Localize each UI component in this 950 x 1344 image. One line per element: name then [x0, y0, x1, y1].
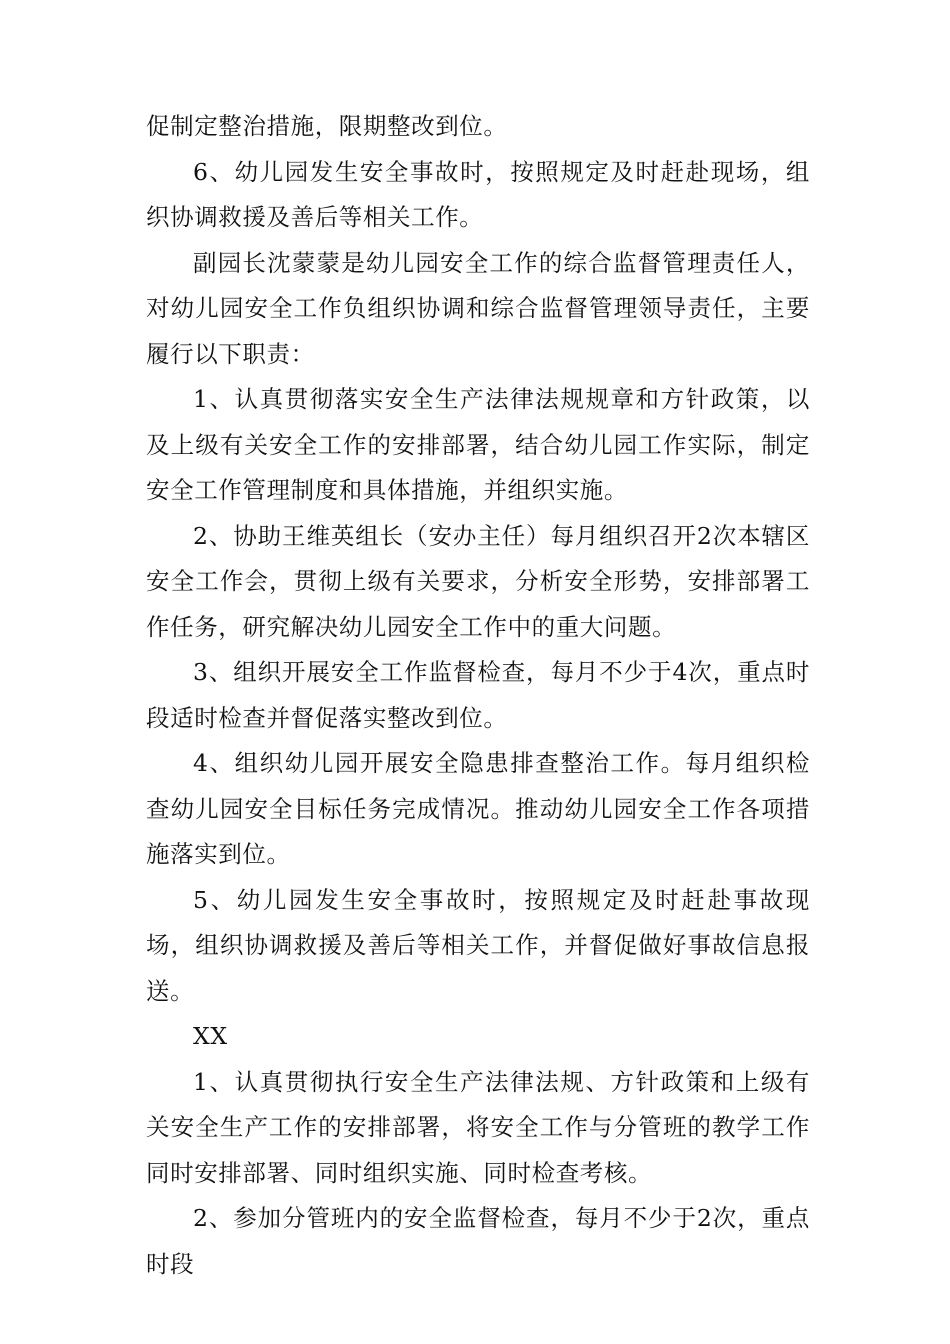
paragraph-2: 6、幼儿园发生安全事故时，按照规定及时赶赴现场，组织协调救援及善后等相关工作。	[146, 157, 810, 231]
paragraph-8: 5、幼儿园发生安全事故时，按照规定及时赶赴事故现场，组织协调救援及善后等相关工作，并督促做好事故信息报送。	[146, 885, 810, 1005]
paragraph-7: 4、组织幼儿园开展安全隐患排查整治工作。每月组织检查幼儿园安全目标任务完成情况。推动幼儿园安全工作各项措施落实到位。	[146, 749, 810, 868]
section-heading-xx: XX	[193, 1022, 228, 1050]
paragraph-6: 3、组织开展安全工作监督检查，每月不少于4次，重点时段适时检查并督促落实整改到位。	[146, 658, 810, 732]
paragraph-3: 副园长沈蒙蒙是幼儿园安全工作的综合监督管理责任人，对幼儿园安全工作负组织协调和综合监督管理领导责任，主要履行以下职责：	[146, 248, 810, 368]
paragraph-11: 2、参加分管班内的安全监督检查，每月不少于2次，重点时段	[146, 1204, 810, 1278]
paragraph-1: 促制定整治措施，限期整改到位。	[146, 112, 508, 140]
paragraph-5: 2、协助王维英组长（安办主任）每月组织召开2次本辖区安全工作会，贯彻上级有关要求，分析安全形势，安排部署工作任务，研究解决幼儿园安全工作中的重大问题。	[146, 521, 810, 641]
paragraph-10: 1、认真贯彻执行安全生产法律法规、方针政策和上级有关安全生产工作的安排部署，将安全工作与分管班的教学工作同时安排部署、同时组织实施、同时检查考核。	[146, 1067, 810, 1187]
document-body	[146, 104, 810, 1287]
paragraph-4: 1、认真贯彻落实安全生产法律法规规章和方针政策，以及上级有关安全工作的安排部署，结合幼儿园工作实际，制定安全工作管理制度和具体措施，并组织实施。	[146, 385, 810, 504]
